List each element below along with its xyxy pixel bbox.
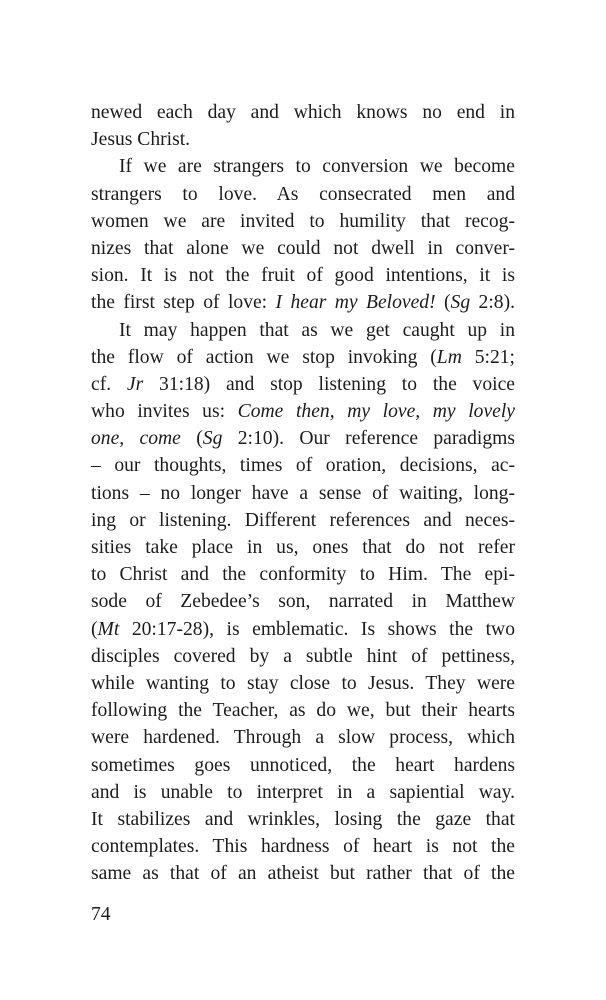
text-span: 20:17-28), is emblematic. Is shows the two (119, 618, 515, 640)
italic-text: Jr (126, 373, 144, 395)
text-line (91, 643, 515, 670)
text-span: It stabilizes and wrinkles, losing the gaze that (91, 808, 515, 830)
text-line (91, 208, 515, 235)
text-span: same as that of an atheist but rather that of the (91, 863, 515, 885)
text-line (91, 507, 515, 534)
text-span: sities take place in us, ones that do not refer (91, 537, 515, 558)
text-span: ( (91, 618, 98, 640)
text-line (91, 724, 515, 751)
text-span: If we are strangers to conversion we become (119, 156, 515, 178)
text-span: were hardened. Through a slow process, which (91, 727, 515, 749)
text-line (91, 561, 515, 588)
text-line (91, 235, 515, 262)
text-line (91, 588, 515, 615)
page-body (91, 99, 515, 887)
body-text (91, 99, 515, 887)
text-line (91, 181, 515, 208)
italic-text: Mt (97, 618, 120, 640)
text-line (91, 289, 515, 316)
italic-text: Sg (202, 428, 223, 450)
text-line (91, 860, 515, 887)
text-span: disciples covered by a subtle hint of pettiness, (91, 645, 515, 667)
text-span: the flow of action we stop invoking ( (91, 346, 437, 368)
text-span: sion. It is not the fruit of good intentions, it is (91, 265, 515, 287)
text-span: Jesus Christ. (91, 129, 191, 151)
page-number: 74 (91, 904, 111, 925)
text-span: It may happen that as we get caught up in (119, 319, 515, 341)
text-line (91, 779, 515, 806)
text-line (91, 534, 515, 561)
text-line (91, 99, 515, 126)
text-span: sometimes goes unnoticed, the heart hardens (91, 754, 515, 776)
text-line (91, 153, 515, 180)
text-line (91, 452, 515, 479)
text-span: sode of Zebedee’s son, narrated in Matthew (91, 591, 515, 613)
text-span: 31:18) and stop listening to the voice (143, 373, 515, 395)
text-line (91, 398, 515, 425)
text-span: ( (180, 428, 203, 450)
text-span: following the Teacher, as do we, but their hearts (91, 700, 515, 722)
text-line (91, 480, 515, 507)
text-span: – our thoughts, times of oration, decisions, ac- (91, 455, 515, 477)
italic-text: Lm (436, 346, 462, 368)
text-span: cf. (91, 373, 127, 395)
text-span: and is unable to interpret in a sapiential way. (91, 781, 515, 803)
text-span: newed each day and which knows no end in (91, 102, 515, 123)
text-line (91, 317, 515, 344)
text-line (91, 262, 515, 289)
text-span: 2:8). (470, 292, 515, 314)
text-span: ing or listening. Different references and neces- (91, 509, 515, 531)
text-line (91, 344, 515, 371)
text-line (91, 425, 515, 452)
text-line (91, 126, 515, 153)
text-span: 2:10). Our reference paradigms (222, 428, 515, 450)
text-span: while wanting to stay close to Jesus. They were (91, 672, 515, 694)
text-span: strangers to love. As consecrated men and (91, 183, 515, 205)
text-line (91, 833, 515, 860)
text-line (91, 806, 515, 833)
text-line (91, 616, 515, 643)
text-span: women we are invited to humility that recog- (91, 210, 515, 232)
text-span: tions – no longer have a sense of waiting, long- (91, 482, 515, 504)
text-span: ( (435, 292, 451, 314)
italic-text: Come then, my love, my lovely (237, 401, 515, 423)
text-span: the first step of love: (91, 292, 276, 314)
text-line (91, 670, 515, 697)
text-line (91, 752, 515, 779)
text-span: to Christ and the conformity to Him. The epi- (91, 564, 515, 586)
italic-text: I hear my Beloved! (275, 292, 436, 314)
text-line (91, 697, 515, 724)
italic-text: Sg (450, 292, 471, 314)
text-span: nizes that alone we could not dwell in conver- (91, 237, 515, 259)
text-span: who invites us: (91, 401, 238, 423)
text-span: contemplates. This hardness of heart is not the (91, 836, 515, 858)
text-line (91, 371, 515, 398)
text-span: 5:21; (461, 346, 515, 368)
italic-text: one, come (91, 428, 181, 450)
